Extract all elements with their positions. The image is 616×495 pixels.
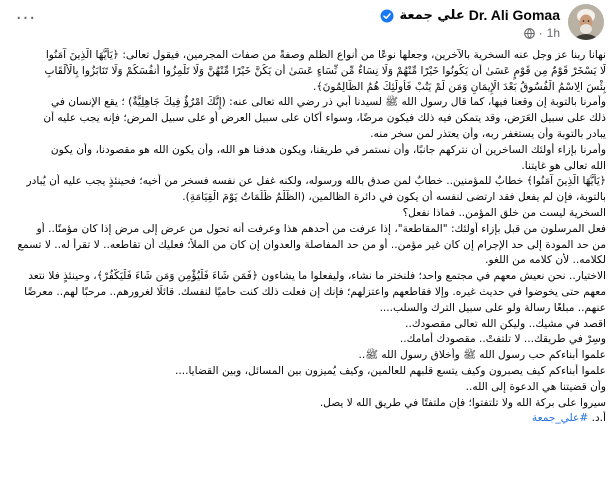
post-timestamp[interactable]: 1h [546,26,560,40]
signature-label: أ.د. [591,412,606,425]
post-header [0,0,616,44]
post-line: وسِرْ في طريقك... لا تلتفتْ.. مقصودك أمامك.. [399,333,606,346]
post-line: فعل المرسلون من قبل بإزاء أولئك: "المقاطعة"، إذا عرفت من أحدهم هذا وعرفت أنه تحول من عرض إلى مرض إذا كان مؤمنًا.. أو [36,222,606,235]
post-line: وأن قضيتنا هي الدعوة إلى الله.. [465,380,606,393]
post-line: بالتوبة، فإن لم يفعل فقد ارتضى لنفسه أن يكون في دائرة الظالمين، (الظُّلْمُ ظُلُمَاتٌ يَوْمَ الْقِيَامَةِ). [182,191,606,204]
post-line: من حد المودة إلى حد الإجرام إن كان غير مؤمن.. أو من حد المفاصلة والعدوان إن كان من الملأ؛ فعليك أن تقاطعه.. لا تقرأ له.. لا تسمع [17,238,606,251]
avatar-portrait-icon [568,4,604,40]
post-line: لكلامه.. لأن كلامه من اللغو. [485,254,606,267]
author-name-arabic[interactable]: علي جمعة [399,7,465,23]
post-line: نهانا ربنا عز وجل عنه السخرية بالآخرين، وجعلها نوعًا من أنواع الظلم وصفةً من صفات المجرمين، فيقول تعالى: ﴿يَأَيُّهَا الَّذِينَ آمَنُوا [45,49,606,61]
post-line: وأمرنا بإزاء أولئك الساخرين أن نتركهم جانبًا، وأن نستمر في طريقنا، ويكون هدفنا هو الله، وأن يكون الله هو مقصودنا، وأن يكون [50,143,606,156]
post-line: ذلك على سبيل العَرَض، وقد يتمكن فيه ذلك فيكون مرضًا، وسواء أكان على سبيل العرض أو على سبيل المرض؛ فإنه يجب عليه أن [43,112,606,125]
post-line: علموا أبناءكم كيف يصبرون وكيف يتسع قلبهم للعالمين، وكيف يُميزون بين المسائل، وبين القضايا.... [174,364,606,377]
post-line: السخرية ليست من خلق المؤمن.. فماذا نفعل؟ [402,206,606,219]
post-line: لَا يَسْخَرْ قَوْمٌ مِن قَوْمٍ عَسَىٰ أَن يَكُونُوا خَيْرًا مِّنْهُمْ وَلَا نِسَاءٌ مِّن نِّسَاءٍ عَسَىٰ أَن يَكُنَّ خَيْرًا مِّنْهُنَّ وَلَا تَلْمِزُوا أَنفُسَكُمْ وَلَا تَنَابَزُوا بِالْأَلْقَابِ [44,64,606,77]
post-line: اقصد في مشيك.. وليكن الله تعالى مقصودك.. [405,317,606,330]
author-line [380,5,560,25]
post-line: عنهم.. مبلغًا رسالة ولو على سبيل الترك والسلب.... [379,301,606,314]
globe-icon[interactable] [524,28,535,39]
more-options-button[interactable]: ··· [15,7,37,29]
post-line: سيروا على بركة الله ولا تلتفتوا؛ فإن ملتفتًا في طريق الله لا يصل. [319,396,606,409]
author-name[interactable]: Dr. Ali Gomaa [468,7,560,23]
post-meta [524,25,560,41]
author-avatar[interactable] [568,4,604,40]
post-line: الاختيار.. نحن نعيش معهم في مجتمع واحد؛ فلنختر ما نشاء، وليفعلوا ما يشاءون ﴿فَمَن شَاءَ فَلْيُؤْمِن وَمَن شَاءَ فَلْيَكْفُرْ﴾، وحينئذٍ فلا نتعد [28,270,606,283]
post-line: يبادر بالتوبة وأن يستغفر ربه، وأن يعتذر لمن سخر منه. [370,127,606,140]
post-line: ﴿يَأَيُّهَا الَّذِينَ آمَنُوا﴾ خطابٌ للمؤمنين.. خطابٌ لمن صدق بالله ورسوله، ولكنه غفل عن نفسه فسخر من أخيه؛ فحينئذٍ يجب عليه أن يُبادر [26,175,606,188]
post-line: بِئْسَ الِاسْمُ الْفُسُوقُ بَعْدَ الْإِيمَانِ وَمَن لَّمْ يَتُبْ فَأُولَٰئِكَ هُمُ الظَّالِمُونَ﴾. [313,80,606,93]
post-line: الله تعالى هو غايتنا. [521,159,606,172]
signature-line [8,411,606,427]
verified-badge-icon [380,8,394,22]
hashtag-link[interactable]: #علي_جمعة [531,412,589,425]
post-line: معهم حتى يخوضوا في حديث غيره. وإلا فقاطعهم واعتزلهم؛ فإنك إن فعلت ذلك كنت حاميًا لنفسك. قائلًا لغرورهم.. مرحبًا لهم.. معرضًا [24,285,606,298]
post-text [8,48,606,427]
post-line: علموا أبناءكم حب رسول الله ﷺ وأخلاق رسول الله ﷺ.. [358,349,606,362]
post-line: وأمرنا بالتوبة إن وقعنا فيها، كما قال رسول الله ﷺ لسيدنا أبي ذر رضي الله تعالى عنه: (إِنَّكَ امْرُؤٌ فِيكَ جَاهِلِيَّةٌ) ؛ يقع الإنسان في [51,96,606,109]
meta-separator: · [538,26,543,40]
